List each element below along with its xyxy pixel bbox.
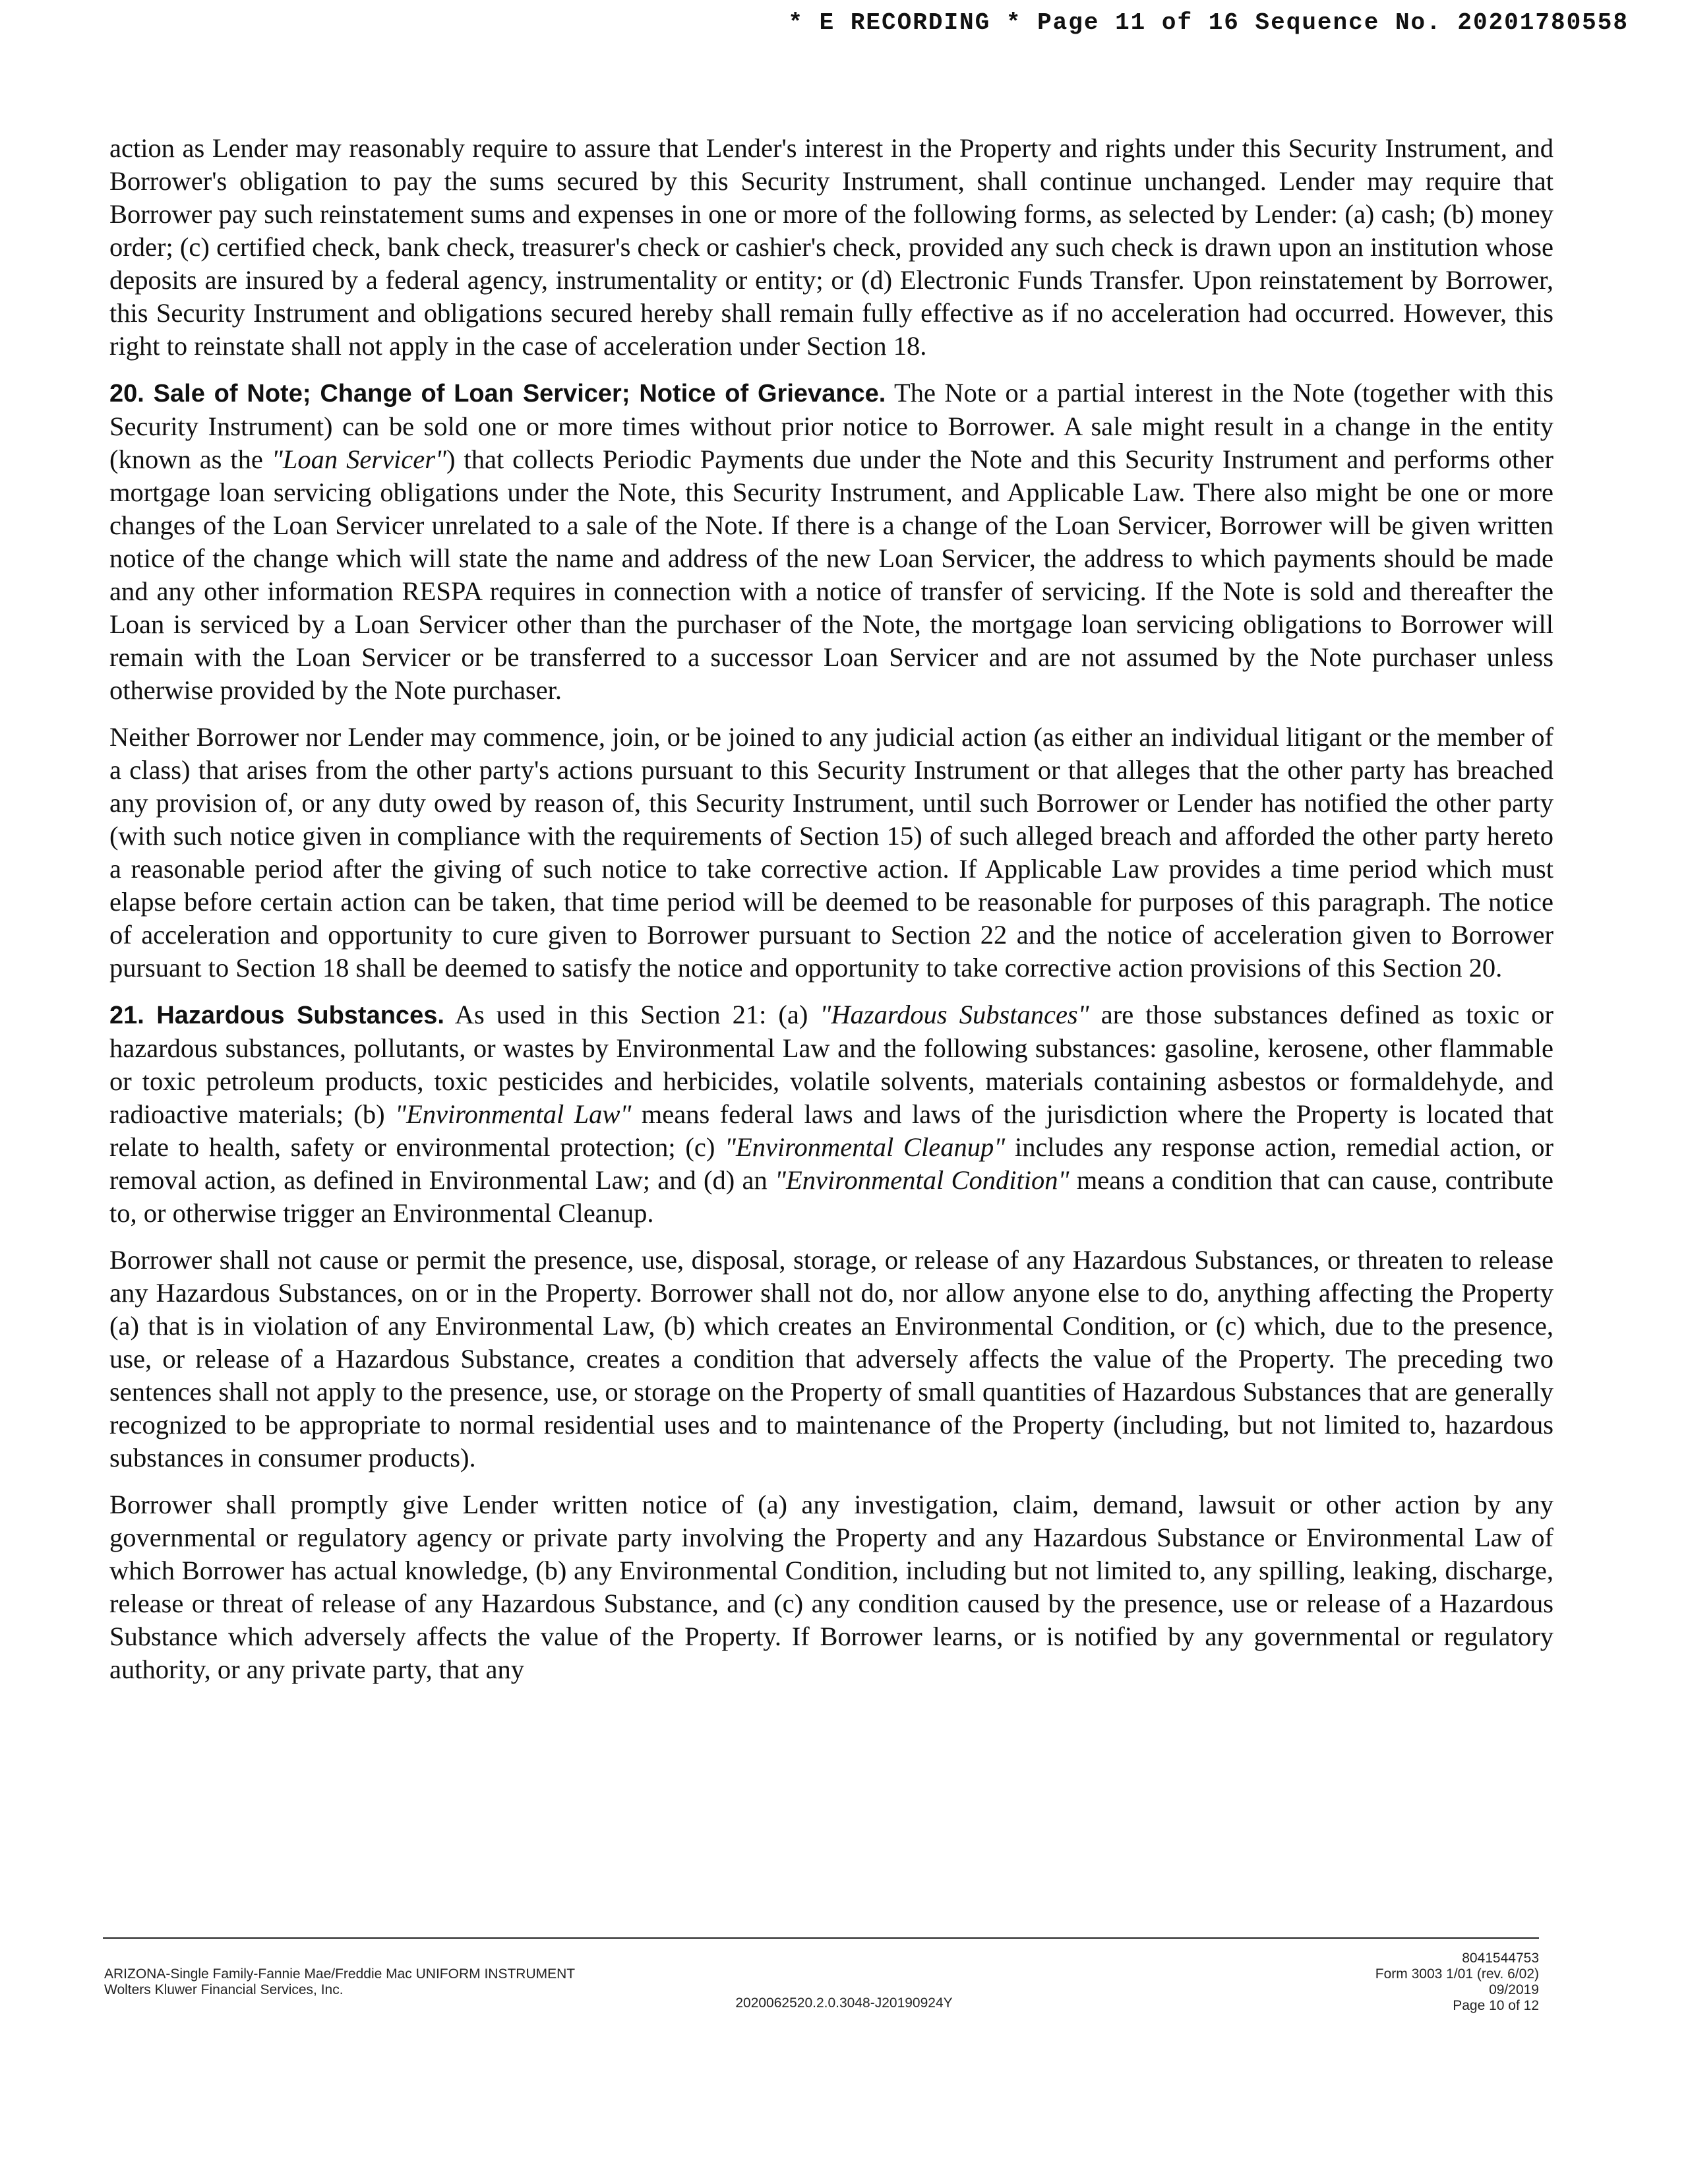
term-environmental-cleanup: "Environmental Cleanup": [725, 1132, 1006, 1162]
footer-form-number: Form 3003 1/01 (rev. 6/02): [1375, 1966, 1539, 1982]
footer-publisher: Wolters Kluwer Financial Services, Inc.: [104, 1982, 344, 1997]
term-environmental-condition: "Environmental Condition": [774, 1165, 1070, 1195]
section-21-paragraph: [109, 998, 1553, 1230]
paragraph-notice-of-grievance: Neither Borrower nor Lender may commence, join, or be joined to any judicial action (as either an individual litigant or the member of a class) that arises from the other party's actions pursuant to this Security Instrument or that alleges that the other party has breached any provision of, or any duty owed by reason of, this Security Instrument, until such Borrower or Lender has notified the other party (with such notice given in compliance with the requirements of Section 15) of such alleged breach and afforded the other party hereto a reasonable period after the giving of such notice to take corrective action. If Applicable Law provides a time period which must elapse before certain action can be taken, that time period will be deemed to be reasonable for purposes of this paragraph. The notice of acceleration and opportunity to cure given to Borrower pursuant to Section 22 and the notice of acceleration given to Borrower pursuant to Section 18 shall be deemed to satisfy the notice and opportunity to take corrective action provisions of this Section 20.: [109, 722, 1553, 983]
term-loan-servicer: "Loan Servicer": [271, 444, 447, 474]
footer-page-number: Page 10 of 12: [1453, 1998, 1539, 2013]
section-21-text-b: are those substances defined as toxic or hazardous substances, pollutants, or wastes by Environmental Law and the following substances: gasoline, kerosene, other flammable or toxic petroleum products, toxic pesticides and herbicides, volatile solvents, materials containing asbestos or formaldehyde, and radioactive materials; (b): [109, 1000, 1553, 1129]
section-21-text-e: means a condition that can cause, contribute to, or otherwise trigger an Environmental Cleanup.: [109, 1165, 1553, 1228]
section-21-heading: 21. Hazardous Substances.: [109, 1002, 444, 1029]
section-21-text-d: includes any response action, remedial action, or removal action, as defined in Environmental Law; and (d) an: [109, 1132, 1553, 1195]
footer-form-date: 09/2019: [1489, 1982, 1539, 1997]
paragraph-reinstatement-continued: action as Lender may reasonably require to assure that Lender's interest in the Property and rights under this Security Instrument, and Borrower's obligation to pay the sums secured by this Security Instrument, shall continue unchanged. Lender may require that Borrower pay such reinstatement sums and expenses in one or more of the following forms, as selected by Lender: (a) cash; (b) money order; (c) certified check, bank check, treasurer's check or cashier's check, provided any such check is drawn upon an institution whose deposits are insured by a federal agency, instrumentality or entity; or (d) Electronic Funds Transfer. Upon reinstatement by Borrower, this Security Instrument and obligations secured hereby shall remain fully effective as if no acceleration had occurred. However, this right to reinstate shall not apply in the case of acceleration under Section 18.: [109, 133, 1553, 361]
footer-doc-code: 2020062520.2.0.3048-J20190924Y: [735, 1995, 953, 2011]
section-20-heading: 20. Sale of Note; Change of Loan Servicer; Notice of Grievance.: [109, 380, 886, 408]
footer-loan-number: 8041544753: [1462, 1951, 1539, 1966]
paragraph-hazardous-prohibition: Borrower shall not cause or permit the presence, use, disposal, storage, or release of any Hazardous Substances, or threaten to release any Hazardous Substances, on or in the Property. Borrower shall not do, nor allow anyone else to do, anything affecting the Property (a) that is in violation of any Environmental Law, (b) which creates an Environmental Condition, or (c) which, due to the presence, use, or release of a Hazardous Substance, creates a condition that adversely affects the value of the Property. The preceding two sentences shall not apply to the presence, use, or storage on the Property of small quantities of Hazardous Substances that are generally recognized to be appropriate to normal residential uses and to maintenance of the Property (including, but not limited to, hazardous substances in consumer products).: [109, 1245, 1553, 1472]
section-21-text-a: As used in this Section 21: (a): [444, 1000, 820, 1029]
term-hazardous-substances: "Hazardous Substances": [820, 1000, 1089, 1029]
section-20-text-b: ) that collects Periodic Payments due under the Note and this Security Instrument and performs other mortgage loan servicing obligations under the Note, this Security Instrument, and Applicable Law. There also might be one or more changes of the Loan Servicer unrelated to a sale of the Note. If there is a change of the Loan Servicer, Borrower will be given written notice of the change which will state the name and address of the new Loan Servicer, the address to which payments should be made and any other information RESPA requires in connection with a notice of transfer of servicing. If the Note is sold and thereafter the Loan is serviced by a Loan Servicer other than the purchaser of the Note, the mortgage loan servicing obligations to Borrower will remain with the Loan Servicer or be transferred to a successor Loan Servicer and are not assumed by the Note purchaser unless otherwise provided by the Note purchaser.: [109, 444, 1554, 705]
recording-header: * E RECORDING * Page 11 of 16 Sequence No. 20201780558: [788, 9, 1629, 36]
section-20-paragraph: [109, 377, 1553, 707]
document-body: [109, 132, 1553, 1700]
footer-left: [104, 1966, 575, 1998]
paragraph-hazardous-notice: Borrower shall promptly give Lender written notice of (a) any investigation, claim, demand, lawsuit or other action by any governmental or regulatory agency or private party involving the Property and any Hazardous Substance or Environmental Law of which Borrower has actual knowledge, (b) any Environmental Condition, including but not limited to, any spilling, leaking, discharge, release or threat of release of any Hazardous Substance, and (c) any condition caused by the presence, use or release of a Hazardous Substance which adversely affects the value of the Property. If Borrower learns, or is notified by any governmental or regulatory authority, or any private party, that any: [109, 1490, 1553, 1684]
section-20-text-a: The Note or a partial interest in the Note (together with this Security Instrument) can be sold one or more times without prior notice to Borrower. A sale might result in a change in the entity (known as the: [109, 378, 1554, 474]
term-environmental-law: "Environmental Law": [395, 1099, 632, 1129]
footer-divider: [103, 1937, 1539, 1939]
section-21-text-c: means federal laws and laws of the jurisdiction where the Property is located that relate to health, safety or environmental protection; (c): [109, 1099, 1553, 1162]
footer-form-title: ARIZONA-Single Family-Fannie Mae/Freddie Mac UNIFORM INSTRUMENT: [104, 1966, 576, 1982]
footer-right: [1375, 1951, 1539, 2014]
